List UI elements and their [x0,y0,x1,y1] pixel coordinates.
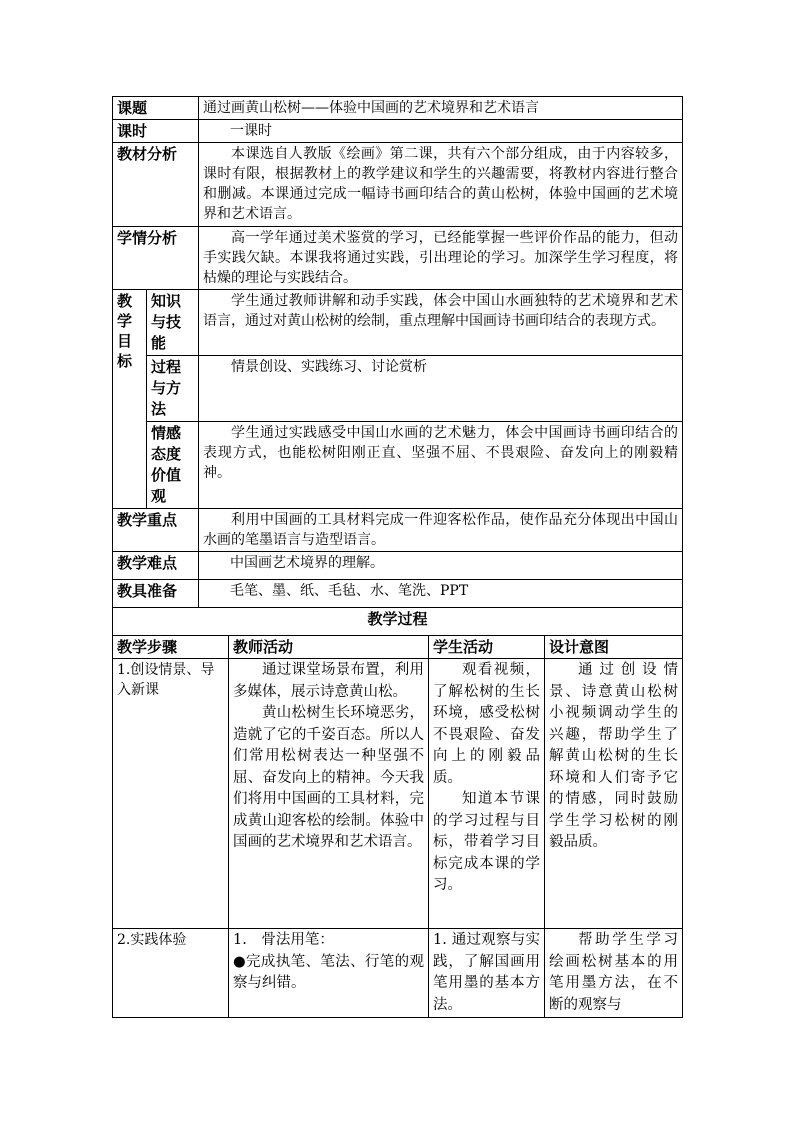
process-title: 教学过程 [113,608,683,636]
header-teacher: 教师活动 [229,636,429,659]
goal-emotion-row [113,422,683,509]
student-row [113,227,683,290]
difficulty-value: 中国画艺术境界的理解。 [199,552,683,580]
teacher-paragraph: 1. 骨法用笔： [233,932,334,948]
key-label: 教学重点 [113,509,199,552]
process-row-1 [113,659,683,929]
student-activity-cell [429,929,545,1018]
goal-knowledge-value: 学生通过教师讲解和动手实践，体会中国山水画独特的艺术境界和艺术语言，通过对黄山松树的绘制，重点理解中国画诗书画印结合的表现方式。 [199,290,683,356]
key-value: 利用中国画的工具材料完成一件迎客松作品，使作品充分体现出中国山水画的笔墨语言与造型语言。 [199,509,683,552]
teacher-paragraph: ●完成执笔、笔法、行笔的观察与纠错。 [233,953,425,991]
hours-row [113,120,683,143]
teacher-paragraph: 通过课堂场景布置，利用多媒体，展示诗意黄山松。 [233,662,425,700]
goal-process-row [113,356,683,422]
student-paragraph: 观看视频，了解松树的生长环境，感受松树不畏艰险、奋发向上的刚毅品质。 [433,662,541,786]
student-label: 学情分析 [113,227,199,290]
header-intent: 设计意图 [545,636,683,659]
material-value: 本课选自人教版《绘画》第二课，共有六个部分组成，由于内容较多，课时有限，根据教材上的教学建议和学生的兴趣需要，将教材内容进行整合和删减。本课通过完成一幅诗书画印结合的黄山松树，体验中国画的艺术境界和艺术语言。 [199,143,683,227]
process-title-row [113,608,683,636]
design-intent-cell: 帮助学生学习绘画松树基本的用笔用墨方法，在不断的观察与 [545,929,683,1018]
teacher-activity-cell [229,659,429,929]
material-label: 教材分析 [113,143,199,227]
lesson-plan-table [112,96,683,1018]
student-paragraph: 1. 通过观察与实践，了解国画用笔用墨的基本方法。 [433,932,541,1013]
hours-value: 一课时 [199,120,683,143]
process-row-2 [113,929,683,1018]
design-intent-cell: 通过创设情景、诗意黄山松树小视频调动学生的兴趣，帮助学生了解黄山松树的生长环境和人们寄予它的情感，同时鼓励学生学习松树的刚毅品质。 [545,659,683,929]
goal-emotion-value: 学生通过实践感受中国山水画的艺术魅力，体会中国画诗书画印结合的表现方式，也能松树阳刚正直、坚强不屈、不畏艰险、奋发向上的刚毅精神。 [199,422,683,509]
key-row [113,509,683,552]
material-row [113,143,683,227]
student-paragraph: 知道本节课的学习过程与目标，带着学习目标完成本课的学习。 [433,791,541,893]
hours-label: 课时 [113,120,199,143]
topic-label: 课题 [113,97,199,120]
lesson-plan-page [112,96,682,1018]
step-cell: 1.创设情景、导入新课 [113,659,229,929]
goal-emotion-label: 情感态度价值观 [147,422,199,509]
student-activity-cell [429,659,545,929]
goal-process-value: 情景创设、实践练习、讨论赏析 [199,356,683,422]
teacher-paragraph: 黄山松树生长环境恶劣，造就了它的千姿百态。所以人们常用松树表达一种坚强不屈、奋发向上的精神。今天我们将用中国画的工具材料，完成黄山迎客松的绘制。体验中国画的艺术境界和艺术语言。 [233,705,425,850]
goal-label: 教学目标 [113,290,147,509]
header-step: 教学步骤 [113,636,229,659]
difficulty-row [113,552,683,580]
tools-value: 毛笔、墨、纸、毛毡、水、笔洗、PPT [199,580,683,608]
tools-row [113,580,683,608]
student-value: 高一学年通过美术鉴赏的学习，已经能掌握一些评价作品的能力，但动手实践欠缺。本课我将通过实践，引出理论的学习。加深学生学习程度，将枯燥的理论与实践结合。 [199,227,683,290]
goal-knowledge-label: 知识与技能 [147,290,199,356]
tools-label: 教具准备 [113,580,199,608]
goal-knowledge-row [113,290,683,356]
topic-value: 通过画黄山松树——体验中国画的艺术境界和艺术语言 [199,97,683,120]
difficulty-label: 教学难点 [113,552,199,580]
topic-row [113,97,683,120]
process-header-row [113,636,683,659]
step-cell: 2.实践体验 [113,929,229,1018]
header-student: 学生活动 [429,636,545,659]
goal-process-label: 过程与方法 [147,356,199,422]
teacher-activity-cell [229,929,429,1018]
